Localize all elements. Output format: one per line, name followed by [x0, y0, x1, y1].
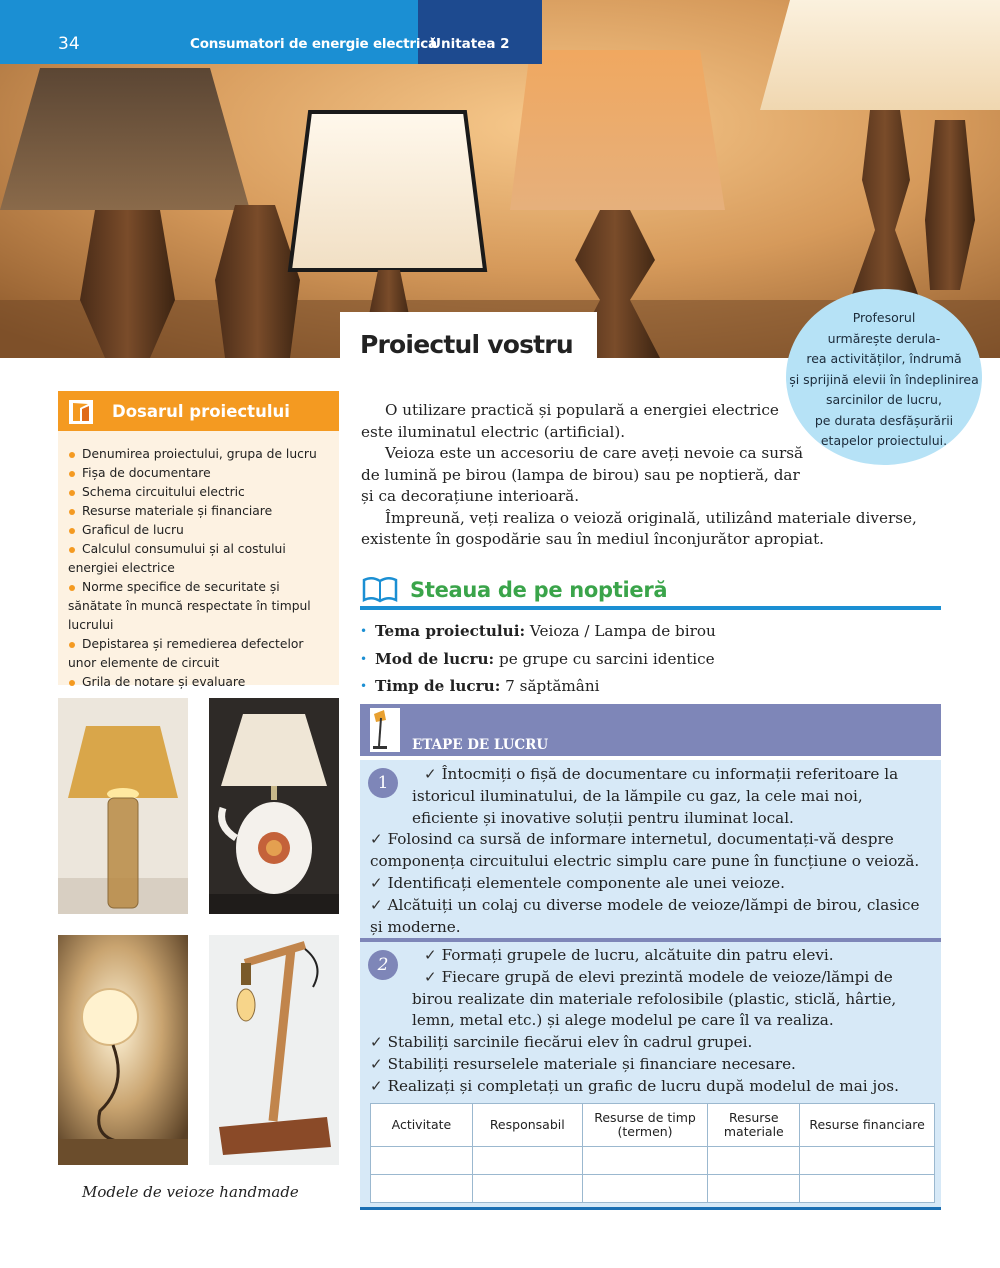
table-cell — [472, 1175, 582, 1203]
task-text: Alcătuiți un colaj cu diverse modele de veioze/lămpi de birou, clasice și moderne. — [370, 895, 920, 936]
teacher-note-line: rea activităților, îndrumă — [806, 351, 962, 366]
header-bar — [0, 0, 418, 64]
stage-text — [370, 764, 933, 938]
photo-wooden-desk-lamp — [209, 935, 339, 1165]
table-cell — [472, 1147, 582, 1175]
checkmark-icon: ✓ — [370, 895, 388, 914]
fact-label: Mod de lucru: — [375, 649, 495, 668]
table-cell — [371, 1147, 473, 1175]
teacher-note-line: etapelor proiectului. — [820, 433, 948, 448]
section-rule — [360, 606, 941, 610]
stage-text — [370, 945, 933, 1098]
table-cell — [582, 1147, 708, 1175]
task-item — [370, 945, 933, 967]
book-icon — [362, 576, 398, 604]
teacher-note-line: urmărește derula- — [827, 330, 941, 346]
column-header: Resurse materiale — [708, 1104, 800, 1147]
column-header: Resurse de timp (termen) — [582, 1104, 708, 1147]
checkmark-icon: ✓ — [424, 765, 442, 783]
task-item — [370, 764, 933, 829]
list-item: Denumirea proiectului, grupa de lucru — [68, 445, 332, 464]
checkmark-icon: ✓ — [370, 1076, 388, 1095]
project-dossier-box — [58, 391, 339, 689]
task-item — [370, 967, 933, 1032]
page-title: Proiectul vostru — [360, 330, 573, 359]
task-text: Stabiliți resurselele materiale și financiare necesare. — [387, 1054, 796, 1073]
column-header: Resurse financiare — [800, 1104, 935, 1147]
task-text: Folosind ca sursă de informare internetul, documentați-vă despre componența circuitului electric simplu care pune în funcțiune o veioză. — [370, 830, 920, 871]
intro-text — [361, 400, 941, 551]
teacher-note-line: Profesorul — [852, 310, 916, 325]
dossier-header — [58, 391, 339, 431]
fact-item — [360, 646, 920, 674]
table-cell — [371, 1175, 473, 1203]
table-row — [371, 1147, 935, 1175]
photo-teapot-lamp — [209, 698, 339, 914]
fact-value: pe grupe cu sarcini identice — [494, 649, 715, 668]
list-item: Graficul de lucru — [68, 521, 332, 540]
task-item — [370, 1054, 933, 1076]
stage-number: 2 — [368, 950, 398, 980]
task-item — [370, 873, 933, 895]
task-text: Formați grupele de lucru, alcătuite din patru elevi. — [441, 946, 834, 964]
checkmark-icon: ✓ — [370, 1054, 388, 1073]
list-item: Norme specifice de securitate și sănătate în muncă respectate în timpul lucrului — [68, 578, 332, 635]
list-item: Resurse materiale și financiare — [68, 502, 332, 521]
table-header-row — [371, 1104, 935, 1147]
teacher-note-line: pe durata desfășurării — [814, 412, 954, 428]
task-text: Realizați și completați un grafic de lucru după modelul de mai jos. — [387, 1076, 899, 1095]
table-cell — [582, 1175, 708, 1203]
task-text: Stabiliți sarcinile fiecărui elev în cadrul grupei. — [387, 1033, 753, 1052]
photos-caption: Modele de veioze handmade — [82, 1183, 299, 1201]
section-title: Steaua de pe noptieră — [410, 578, 668, 602]
fact-value: Veioza / Lampa de birou — [525, 622, 716, 640]
task-item — [370, 829, 933, 873]
desk-lamp-icon — [370, 708, 400, 752]
list-item: Depistarea și remedierea defectelor unor elemente de circuit — [68, 635, 332, 673]
dossier-list — [68, 445, 332, 692]
intro-paragraph: Veioza este un accesoriu de care aveți nevoie ca sursă de lumină pe birou (lampa de birou) sau pe noptieră, dar și ca decorațiune interioară. — [361, 444, 804, 505]
header-unit-tab — [418, 0, 542, 64]
fact-item — [360, 673, 920, 701]
task-text: Întocmiți o fișă de documentare cu informații referitoare la istoricul iluminatului, de la lămpile cu gaz, la cele mai noi, eficiente și inovative soluții pentru iluminat local. — [412, 765, 899, 827]
fact-item — [360, 618, 920, 646]
list-item: Grila de notare și evaluare — [68, 673, 332, 692]
table-cell — [708, 1147, 800, 1175]
fact-label: Tema proiectului: — [375, 622, 526, 640]
photo-ball-lamp — [58, 935, 188, 1165]
checkmark-icon: ✓ — [370, 873, 388, 892]
table-cell — [708, 1175, 800, 1203]
list-item: Schema circuitului electric — [68, 483, 332, 502]
checkmark-icon: ✓ — [370, 830, 388, 849]
task-text: Identificați elementele componente ale unei veioze. — [387, 873, 785, 892]
stage-number: 1 — [368, 768, 398, 798]
folder-icon — [68, 399, 94, 425]
photo-bottle-lamp — [58, 698, 188, 914]
list-item: Calculul consumului și al costului energiei electrice — [68, 540, 332, 578]
dossier-title: Dosarul proiectului — [112, 402, 290, 421]
unit-label: Unitatea 2 — [430, 36, 510, 52]
table-cell — [800, 1175, 935, 1203]
intro-paragraph: O utilizare practică și populară a energiei electrice este iluminatul electric (artificial). — [361, 401, 779, 441]
page-number: 34 — [58, 34, 80, 54]
checkmark-icon: ✓ — [424, 967, 442, 986]
fact-label: Timp de lucru: — [375, 677, 501, 695]
work-schedule-table — [370, 1103, 935, 1203]
list-item: Fișa de documentare — [68, 464, 332, 483]
task-item — [370, 1076, 933, 1098]
checkmark-icon: ✓ — [370, 1033, 388, 1052]
work-stages-title: ETAPE DE LUCRU — [412, 737, 549, 753]
project-facts — [360, 618, 920, 701]
task-item — [370, 895, 933, 939]
task-text: Fiecare grupă de elevi prezintă modele de veioze/lămpi de birou realizate din materiale refolosibile (plastic, sticlă, hârtie, lemn, metal etc.) și alege modelul pe care îl va realiza. — [412, 967, 897, 1030]
table-cell — [800, 1147, 935, 1175]
table-row — [371, 1175, 935, 1203]
intro-paragraph: Împreună, veți realiza o veioză originală, utilizând materiale diverse, existente în gospodărie sau în mediul înconjurător apropiat. — [361, 508, 917, 548]
chapter-title: Consumatori de energie electrică — [190, 36, 437, 52]
task-item — [370, 1032, 933, 1054]
teacher-note-line: sarcinilor de lucru, — [826, 392, 942, 407]
column-header: Activitate — [371, 1104, 473, 1147]
teacher-note-line: și sprijină elevii în îndeplinirea — [789, 371, 979, 387]
stage-1 — [360, 760, 941, 938]
fact-value: 7 săptămâni — [500, 677, 600, 695]
column-header: Responsabil — [472, 1104, 582, 1147]
checkmark-icon: ✓ — [424, 946, 442, 964]
